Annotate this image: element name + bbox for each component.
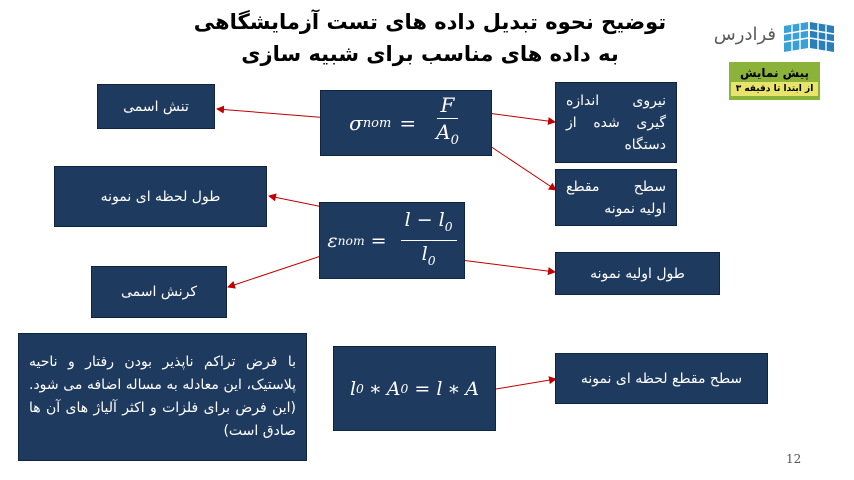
title-line-2: به داده های مناسب برای شبیه سازی xyxy=(241,42,619,66)
initial-area-label: سطح مقطع اولیه نمونه xyxy=(555,169,677,226)
instant-area-label: سطح مقطع لحظه ای نمونه xyxy=(555,353,768,404)
stress-equation: σ nom = $\frac{F}{A_0}$ xyxy=(320,90,492,156)
volume-c: l xyxy=(436,377,443,400)
nominal-stress-label: تنش اسمی xyxy=(97,84,215,129)
preview-badge-label: پیش نمایش xyxy=(739,66,810,80)
instant-length-label: طول لحظه ای نمونه xyxy=(54,166,267,227)
stress-denominator: A xyxy=(436,120,451,144)
volume-a-subscript: 0 xyxy=(356,381,364,396)
strain-symbol: ε xyxy=(327,229,338,252)
volume-equation: l 0 ∗ A 0 = l ∗ A xyxy=(333,346,496,431)
nominal-strain-label: کرنش اسمی xyxy=(91,266,227,318)
volume-d: A xyxy=(465,377,480,400)
volume-b: A xyxy=(386,377,401,400)
logo-text: فرادرس xyxy=(713,24,776,45)
volume-b-subscript: 0 xyxy=(400,381,409,396)
strain-subscript: nom xyxy=(337,233,365,248)
stress-symbol: σ xyxy=(349,111,363,135)
strain-equation: ε nom = $\frac{l - l_0}{l_0}$ xyxy=(319,202,465,279)
preview-badge-sublabel: از ابتدا تا دقیقه ۳ xyxy=(731,82,818,96)
page-number: 12 xyxy=(786,452,802,466)
initial-length-label: طول اولیه نمونه xyxy=(555,252,720,295)
strain-denominator-subscript: 0 xyxy=(427,253,436,268)
title-line-1: توضیح نحوه تبدیل داده های تست آزمایشگاهی xyxy=(193,10,667,34)
strain-numerator-subscript: 0 xyxy=(444,220,453,234)
stress-numerator: F xyxy=(440,93,455,117)
assumption-note: با فرض تراکم ناپذیر بودن رفتار و ناحیه پلاستیک، این معادله به مساله اضافه می شود. (این فرض برای فلزات و اکثر آلیاژ های آن ها صادق است) xyxy=(18,333,307,461)
strain-numerator: l − l xyxy=(404,209,445,232)
stress-denominator-subscript: 0 xyxy=(450,133,459,148)
stress-subscript: nom xyxy=(362,115,392,131)
force-label: نیروی اندازه گیری شده از دستگاه xyxy=(555,82,677,163)
volume-a: l xyxy=(349,377,357,400)
strain-denominator: l xyxy=(421,243,428,265)
